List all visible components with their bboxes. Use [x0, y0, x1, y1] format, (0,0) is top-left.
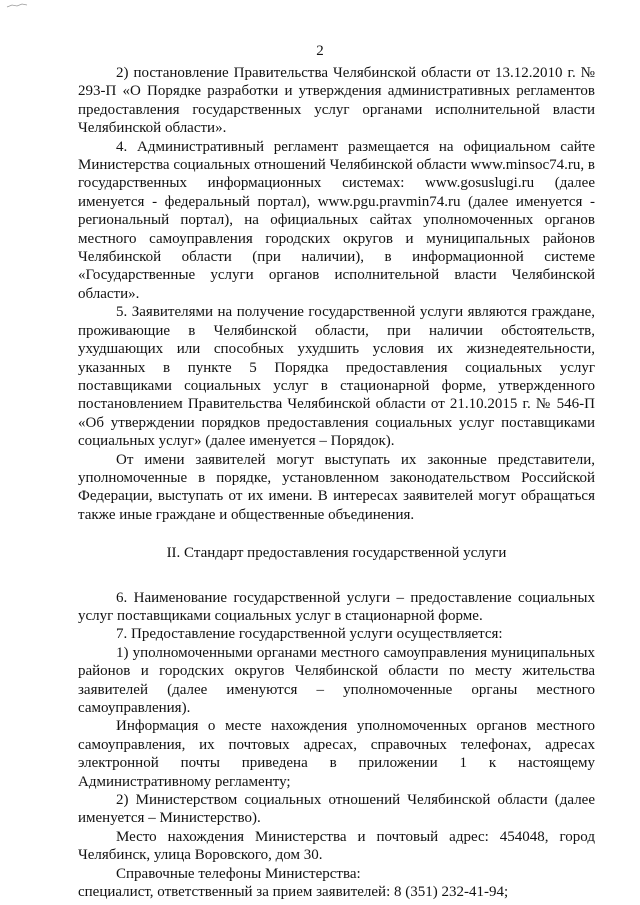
paragraph-subitem-2-ministry: 2) Министерством социальных отношений Челябинской области (далее именуется – Министерство). — [78, 792, 595, 827]
page-number: 2 — [316, 43, 324, 59]
paragraph-item-7-provision: 7. Предоставление государственной услуги осуществляется: — [116, 626, 503, 643]
paragraph-local-authorities-info: Информация о месте нахождения уполномоченных органов местного самоуправления, их почтовых адресах, справочных телефонах, адресах электронной почты приведена в приложении 1 к настоящему Административному регламенту; — [78, 718, 595, 790]
paragraph-ministry-address: Место нахождения Министерства и почтовый адрес: 454048, город Челябинск, улица Воровского, дом 30. — [78, 828, 595, 864]
paragraph-phones-heading: Справочные телефоны Министерства: — [116, 865, 361, 882]
paragraph-specialist-phone: специалист, ответственный за прием заявителей: 8 (351) 232-41-94; — [78, 884, 509, 901]
scan-artifact-mark — [6, 2, 28, 10]
paragraph-item-5-applicants: 5. Заявителями на получение государственной услуги являются граждане, проживающие в Челябинской области, при наличии обстоятельств, ухудшающих или способных ухудшить условия их жизнедеятельности, указанных в пункте 5 Порядка предоставления социальных услуг поставщиками социальных услуг в стационарной форме, утвержденного постановлением Правительства Челябинской области от 21.10.2015 г. № 546-П «Об утверждении порядков предоставления социальных услуг поставщиками социальных услуг» (далее именуется – Порядок). — [78, 304, 595, 450]
paragraph-item-4-website: 4. Административный регламент размещается на официальном сайте Министерства социальных отношений Челябинской области www.minsoc74.ru, в государственных информационных системах: www.gosuslugi.ru (далее именуется - федеральный портал), www.pgu.pravmin74.ru (далее именуется - региональный портал), на официальных сайтах уполномоченных органов местного самоуправления городских округов и муниципальных районов Челябинской области (при наличии), в информационной системе «Государственные услуги органов исполнительной власти Челябинской области». — [78, 138, 595, 302]
section-heading: II. Стандарт предоставления государственной услуги — [166, 545, 507, 562]
paragraph-resolution-293p: 2) постановление Правительства Челябинской области от 13.12.2010 г. № 293-П «О Порядке разработки и утверждения административных регламентов предоставления государственных услуг органами исполнительной власти Челябинской области». — [78, 65, 595, 137]
paragraph-item-6-service-name: 6. Наименование государственной услуги – предоставление социальных услуг поставщиками социальных услуг в стационарной форме. — [78, 589, 595, 624]
document-body — [78, 64, 595, 901]
paragraph-representatives: От имени заявителей могут выступать их законные представители, уполномоченные в порядке, установленном законодательством Российской Федерации, выступать от их имени. В интересах заявителей могут обращаться также иные граждане и общественные объединения. — [78, 451, 595, 523]
paragraph-subitem-1-local-authorities: 1) уполномоченными органами местного самоуправления муниципальных районов и городских округов Челябинской области по месту жительства заявителей (далее именуются – уполномоченные органы местного самоуправления). — [78, 644, 595, 716]
